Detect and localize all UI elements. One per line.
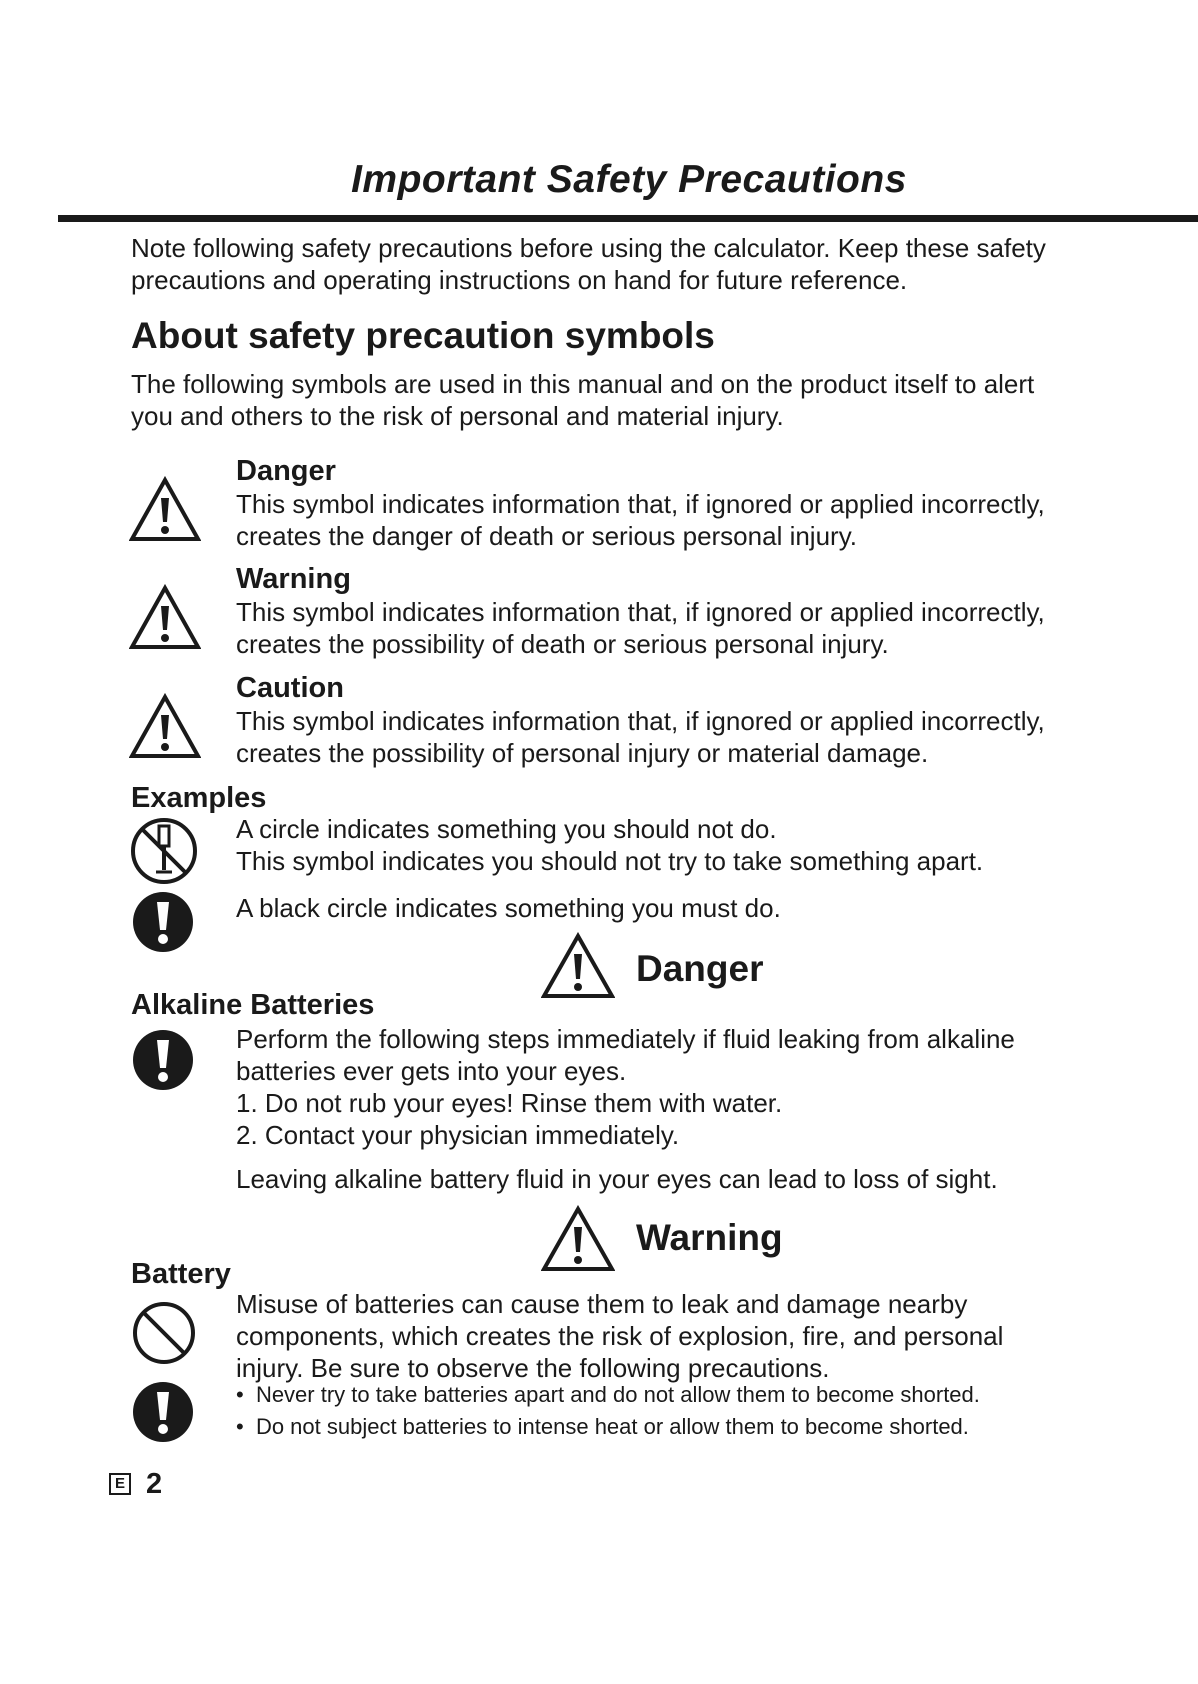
list-item bbox=[236, 1379, 980, 1411]
caution-description bbox=[236, 705, 1045, 769]
danger-label: Danger bbox=[236, 455, 336, 487]
page-title: Important Safety Precautions bbox=[351, 158, 907, 201]
alkaline-batteries-heading: Alkaline Batteries bbox=[131, 989, 375, 1021]
danger-section-label: Danger bbox=[636, 948, 764, 989]
mandatory-description: A black circle indicates something you must do. bbox=[236, 893, 781, 923]
bullet-dot: • bbox=[236, 1382, 256, 1407]
alkaline-note: Leaving alkaline battery fluid in your eyes can lead to loss of sight. bbox=[236, 1164, 998, 1194]
prohibited-icon bbox=[131, 1300, 197, 1366]
battery-heading: Battery bbox=[131, 1258, 231, 1290]
warning-section-triangle-icon bbox=[541, 1205, 615, 1273]
danger-section-triangle-icon bbox=[541, 932, 615, 1000]
alkaline-step-line: 1. Do not rub your eyes! Rinse them with water. bbox=[236, 1088, 783, 1118]
symbols-intro-line: you and others to the risk of personal and material injury. bbox=[131, 401, 784, 431]
bullet-dot: • bbox=[236, 1414, 256, 1439]
alkaline-step-line: batteries ever gets into your eyes. bbox=[236, 1056, 627, 1086]
prohibit-description bbox=[236, 813, 983, 877]
battery-description-line: components, which creates the risk of explosion, fire, and personal bbox=[236, 1321, 1004, 1351]
bullet-text: Do not subject batteries to intense heat or allow them to become shorted. bbox=[255, 1414, 969, 1439]
prohibited-disassembly-icon bbox=[129, 816, 199, 886]
warning-label: Warning bbox=[236, 563, 351, 595]
symbols-heading: About safety precaution symbols bbox=[131, 315, 715, 356]
warning-description bbox=[236, 596, 1045, 660]
prohibit-description-line: This symbol indicates you should not try to take something apart. bbox=[236, 846, 984, 876]
title-rule bbox=[58, 215, 1198, 222]
danger-triangle-icon bbox=[129, 476, 201, 542]
danger-description bbox=[236, 488, 1045, 552]
battery-bullet-list bbox=[236, 1379, 980, 1443]
caution-description-line: This symbol indicates information that, if ignored or applied incorrectly, bbox=[236, 706, 1045, 736]
intro-line: precautions and operating instructions on hand for future reference. bbox=[131, 265, 908, 295]
caution-description-line: creates the possibility of personal injury or material damage. bbox=[236, 738, 929, 768]
alkaline-step-line: Perform the following steps immediately if fluid leaking from alkaline bbox=[236, 1024, 1015, 1054]
mandatory-action-icon bbox=[131, 1380, 195, 1444]
battery-description-line: injury. Be sure to observe the following precautions. bbox=[236, 1353, 830, 1383]
prohibit-description-line: A circle indicates something you should not do. bbox=[236, 814, 777, 844]
danger-description-line: creates the danger of death or serious personal injury. bbox=[236, 521, 857, 551]
intro-line: Note following safety precautions before using the calculator. Keep these safety bbox=[131, 233, 1046, 263]
warning-section-label: Warning bbox=[636, 1217, 783, 1258]
bullet-text: Never try to take batteries apart and do not allow them to become shorted. bbox=[255, 1382, 980, 1407]
warning-triangle-icon bbox=[129, 584, 201, 650]
list-item bbox=[236, 1411, 980, 1443]
battery-description-line: Misuse of batteries can cause them to leak and damage nearby bbox=[236, 1289, 968, 1319]
warning-description-line: This symbol indicates information that, if ignored or applied incorrectly, bbox=[236, 597, 1045, 627]
caution-label: Caution bbox=[236, 672, 344, 704]
battery-description bbox=[236, 1288, 1003, 1384]
intro-paragraph bbox=[131, 232, 1046, 296]
caution-triangle-icon bbox=[129, 693, 201, 759]
mandatory-action-icon bbox=[131, 890, 195, 954]
mandatory-action-icon bbox=[131, 1028, 195, 1092]
examples-heading: Examples bbox=[131, 782, 267, 814]
alkaline-steps bbox=[236, 1023, 1015, 1151]
page-number: 2 bbox=[146, 1468, 163, 1500]
warning-description-line: creates the possibility of death or serious personal injury. bbox=[236, 629, 889, 659]
alkaline-step-line: 2. Contact your physician immediately. bbox=[236, 1120, 680, 1150]
danger-description-line: This symbol indicates information that, if ignored or applied incorrectly, bbox=[236, 489, 1045, 519]
symbols-intro-line: The following symbols are used in this manual and on the product itself to alert bbox=[131, 369, 1035, 399]
language-badge: E bbox=[109, 1473, 131, 1495]
symbols-intro bbox=[131, 368, 1034, 432]
